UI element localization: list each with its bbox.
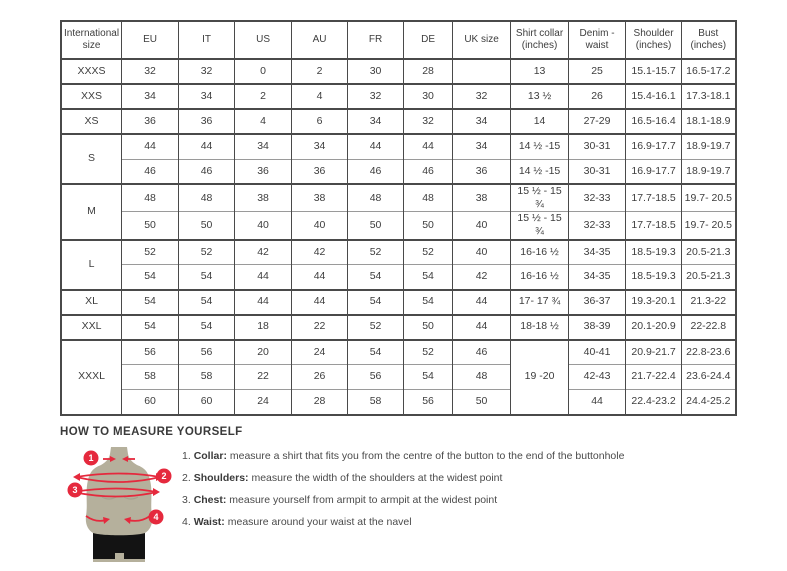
table-cell: 46 — [122, 159, 179, 184]
table-cell: 19.3-20.1 — [626, 290, 682, 315]
table-cell: 4 — [235, 109, 292, 134]
table-cell: 52 — [348, 315, 404, 340]
step-text: measure yourself from armpit to armpit at the widest point — [226, 494, 498, 506]
marker-2-shoulders — [157, 469, 172, 484]
table-cell: 27-29 — [569, 109, 626, 134]
marker-4-waist — [149, 510, 164, 525]
table-cell: 16-16 ½ — [511, 265, 569, 290]
table-cell: 30-31 — [569, 134, 626, 159]
table-cell: 14 ½ -15 — [511, 159, 569, 184]
table-cell: 21.3-22 — [682, 290, 736, 315]
table-cell: 18 — [235, 315, 292, 340]
table-cell: 44 — [292, 290, 348, 315]
table-cell: 52 — [122, 240, 179, 265]
table-cell: 14 — [511, 109, 569, 134]
table-cell: 52 — [404, 240, 453, 265]
table-cell: 34-35 — [569, 240, 626, 265]
table-row — [61, 159, 736, 184]
column-header: EU — [122, 21, 179, 59]
marker-1-collar — [84, 451, 99, 466]
table-cell: 50 — [404, 212, 453, 240]
table-row — [61, 134, 736, 159]
table-cell: 46 — [453, 340, 511, 365]
table-cell: 15 ½ - 15 ¾ — [511, 212, 569, 240]
table-cell: 48 — [179, 184, 235, 212]
table-cell: 56 — [122, 340, 179, 365]
table-cell: 48 — [453, 365, 511, 390]
size-label: XXXL — [61, 340, 122, 415]
table-cell: 26 — [569, 84, 626, 109]
table-cell: 26 — [292, 365, 348, 390]
table-cell: 36 — [453, 159, 511, 184]
table-cell: 58 — [179, 365, 235, 390]
table-cell: 32 — [404, 109, 453, 134]
table-header-row — [61, 21, 736, 59]
size-label: XS — [61, 109, 122, 134]
table-cell: 42-43 — [569, 365, 626, 390]
step-term: Waist: — [193, 516, 225, 528]
table-cell: 20 — [235, 340, 292, 365]
table-cell: 40 — [235, 212, 292, 240]
table-cell: 32-33 — [569, 212, 626, 240]
table-cell: 32 — [179, 59, 235, 84]
step-number: 1. — [182, 450, 194, 462]
table-cell: 50 — [404, 315, 453, 340]
svg-text:3: 3 — [72, 485, 78, 496]
table-cell: 52 — [404, 340, 453, 365]
measure-step — [182, 494, 624, 506]
table-cell: 18.1-18.9 — [682, 109, 736, 134]
table-cell: 38 — [453, 184, 511, 212]
size-label: XXS — [61, 84, 122, 109]
table-cell: 22.4-23.2 — [626, 390, 682, 415]
svg-text:4: 4 — [153, 512, 159, 523]
table-cell: 17.7-18.5 — [626, 184, 682, 212]
table-cell: 24.4-25.2 — [682, 390, 736, 415]
table-cell: 52 — [348, 240, 404, 265]
table-cell: 16-16 ½ — [511, 240, 569, 265]
table-cell: 44 — [235, 290, 292, 315]
svg-text:1: 1 — [88, 453, 94, 464]
step-number: 2. — [182, 472, 194, 484]
table-row — [61, 59, 736, 84]
how-to-measure-section — [60, 426, 624, 571]
column-header: AU — [292, 21, 348, 59]
table-cell: 17.3-18.1 — [682, 84, 736, 109]
table-cell: 32 — [348, 84, 404, 109]
table-cell: 60 — [122, 390, 179, 415]
table-cell: 54 — [404, 265, 453, 290]
table-cell: 44 — [569, 390, 626, 415]
table-cell: 38 — [235, 184, 292, 212]
table-row — [61, 212, 736, 240]
svg-text:2: 2 — [161, 471, 167, 482]
size-label: S — [61, 134, 122, 184]
table-cell: 54 — [122, 265, 179, 290]
table-cell: 36 — [292, 159, 348, 184]
size-chart-table — [60, 20, 737, 416]
table-cell: 38-39 — [569, 315, 626, 340]
step-text: measure around your waist at the navel — [224, 516, 412, 528]
table-cell: 46 — [404, 159, 453, 184]
table-cell: 32 — [453, 84, 511, 109]
table-cell: 48 — [348, 184, 404, 212]
table-cell: 4 — [292, 84, 348, 109]
table-cell: 22 — [235, 365, 292, 390]
table-cell: 44 — [348, 134, 404, 159]
table-cell: 17.7-18.5 — [626, 212, 682, 240]
marker-3-chest — [68, 483, 83, 498]
table-cell — [453, 59, 511, 84]
table-cell: 34 — [292, 134, 348, 159]
table-cell: 2 — [235, 84, 292, 109]
table-cell: 34 — [453, 134, 511, 159]
table-cell: 34 — [453, 109, 511, 134]
table-row — [61, 265, 736, 290]
step-text: measure the width of the shoulders at the widest point — [248, 472, 503, 484]
column-header: FR — [348, 21, 404, 59]
table-cell: 54 — [348, 340, 404, 365]
step-term: Shoulders: — [193, 472, 249, 484]
table-cell: 36-37 — [569, 290, 626, 315]
table-cell: 60 — [179, 390, 235, 415]
table-cell: 6 — [292, 109, 348, 134]
table-cell: 13 ½ — [511, 84, 569, 109]
table-cell: 52 — [179, 240, 235, 265]
column-header: UK size — [453, 21, 511, 59]
table-cell: 21.7-22.4 — [626, 365, 682, 390]
table-cell: 42 — [292, 240, 348, 265]
measure-step — [182, 472, 624, 484]
table-cell: 0 — [235, 59, 292, 84]
table-cell: 34 — [179, 84, 235, 109]
column-header: Bust (inches) — [682, 21, 736, 59]
size-label: M — [61, 184, 122, 240]
table-cell: 34 — [348, 109, 404, 134]
table-cell: 42 — [235, 240, 292, 265]
table-cell: 28 — [404, 59, 453, 84]
table-cell: 50 — [179, 212, 235, 240]
table-cell: 44 — [235, 265, 292, 290]
step-term: Collar: — [193, 450, 227, 462]
table-cell: 44 — [453, 290, 511, 315]
table-cell: 25 — [569, 59, 626, 84]
table-cell: 58 — [348, 390, 404, 415]
table-cell: 22 — [292, 315, 348, 340]
table-cell: 44 — [179, 134, 235, 159]
table-row — [61, 184, 736, 212]
table-cell: 42 — [453, 265, 511, 290]
column-header: Shirt collar (inches) — [511, 21, 569, 59]
table-cell: 22.8-23.6 — [682, 340, 736, 365]
table-cell: 24 — [292, 340, 348, 365]
table-cell: 44 — [292, 265, 348, 290]
table-cell: 56 — [404, 390, 453, 415]
table-cell: 32 — [122, 59, 179, 84]
table-cell: 2 — [292, 59, 348, 84]
table-cell: 17- 17 ¾ — [511, 290, 569, 315]
step-number: 4. — [182, 516, 194, 528]
table-cell: 15.4-16.1 — [626, 84, 682, 109]
table-cell: 28 — [292, 390, 348, 415]
table-cell: 56 — [179, 340, 235, 365]
column-header: International size — [61, 21, 122, 59]
table-cell: 16.5-16.4 — [626, 109, 682, 134]
table-cell: 54 — [122, 290, 179, 315]
table-row — [61, 109, 736, 134]
table-cell: 16.9-17.7 — [626, 134, 682, 159]
measure-step — [182, 450, 624, 462]
table-cell: 30 — [348, 59, 404, 84]
table-cell: 40 — [453, 240, 511, 265]
measure-step — [182, 516, 624, 528]
column-header: DE — [404, 21, 453, 59]
column-header: US — [235, 21, 292, 59]
table-cell: 54 — [179, 265, 235, 290]
table-cell: 36 — [122, 109, 179, 134]
table-row — [61, 84, 736, 109]
table-cell: 48 — [122, 184, 179, 212]
table-row — [61, 240, 736, 265]
table-cell: 15 ½ - 15 ¾ — [511, 184, 569, 212]
table-cell: 16.5-17.2 — [682, 59, 736, 84]
table-cell: 23.6-24.4 — [682, 365, 736, 390]
table-cell: 32-33 — [569, 184, 626, 212]
table-cell: 46 — [348, 159, 404, 184]
table-cell: 15.1-15.7 — [626, 59, 682, 84]
step-term: Chest: — [193, 494, 227, 506]
table-cell: 40 — [292, 212, 348, 240]
table-cell: 56 — [348, 365, 404, 390]
table-cell: 50 — [122, 212, 179, 240]
step-text: measure a shirt that fits you from the centre of the button to the end of the buttonhole — [226, 450, 625, 462]
table-cell: 20.5-21.3 — [682, 240, 736, 265]
table-cell: 54 — [348, 265, 404, 290]
table-cell: 54 — [404, 290, 453, 315]
table-cell: 18.5-19.3 — [626, 240, 682, 265]
table-cell: 30 — [404, 84, 453, 109]
table-cell: 20.1-20.9 — [626, 315, 682, 340]
table-cell: 54 — [404, 365, 453, 390]
table-cell: 18-18 ½ — [511, 315, 569, 340]
table-cell: 40-41 — [569, 340, 626, 365]
table-cell: 50 — [348, 212, 404, 240]
table-cell: 16.9-17.7 — [626, 159, 682, 184]
table-cell: 58 — [122, 365, 179, 390]
measure-instructions-list — [182, 450, 624, 538]
table-row — [61, 290, 736, 315]
size-label: XXXS — [61, 59, 122, 84]
table-cell: 54 — [179, 315, 235, 340]
table-cell: 54 — [179, 290, 235, 315]
table-cell: 38 — [292, 184, 348, 212]
table-cell: 18.9-19.7 — [682, 134, 736, 159]
table-row — [61, 315, 736, 340]
column-header: IT — [179, 21, 235, 59]
table-cell: 14 ½ -15 — [511, 134, 569, 159]
table-cell: 34-35 — [569, 265, 626, 290]
size-label: L — [61, 240, 122, 290]
table-cell: 18.5-19.3 — [626, 265, 682, 290]
table-cell: 13 — [511, 59, 569, 84]
table-cell: 36 — [235, 159, 292, 184]
column-header: Denim - waist — [569, 21, 626, 59]
table-cell: 34 — [122, 84, 179, 109]
table-cell: 24 — [235, 390, 292, 415]
table-cell: 54 — [122, 315, 179, 340]
table-cell: 19 -20 — [511, 340, 569, 415]
table-cell: 46 — [179, 159, 235, 184]
table-row — [61, 390, 736, 415]
table-cell: 40 — [453, 212, 511, 240]
size-label: XXL — [61, 315, 122, 340]
table-cell: 44 — [453, 315, 511, 340]
table-cell: 20.5-21.3 — [682, 265, 736, 290]
table-cell: 44 — [404, 134, 453, 159]
column-header: Shoulder (inches) — [626, 21, 682, 59]
table-cell: 54 — [348, 290, 404, 315]
section-title: HOW TO MEASURE YOURSELF — [60, 426, 243, 438]
table-cell: 30-31 — [569, 159, 626, 184]
table-cell: 20.9-21.7 — [626, 340, 682, 365]
table-cell: 34 — [235, 134, 292, 159]
table-cell: 44 — [122, 134, 179, 159]
size-label: XL — [61, 290, 122, 315]
torso-measurement-figure — [60, 446, 182, 571]
table-cell: 19.7- 20.5 — [682, 212, 736, 240]
table-cell: 36 — [179, 109, 235, 134]
torso-illustration-icon — [60, 446, 182, 566]
table-cell: 22-22.8 — [682, 315, 736, 340]
table-cell: 50 — [453, 390, 511, 415]
table-cell: 18.9-19.7 — [682, 159, 736, 184]
table-row — [61, 340, 736, 365]
table-cell: 48 — [404, 184, 453, 212]
step-number: 3. — [182, 494, 194, 506]
table-row — [61, 365, 736, 390]
table-cell: 19.7- 20.5 — [682, 184, 736, 212]
